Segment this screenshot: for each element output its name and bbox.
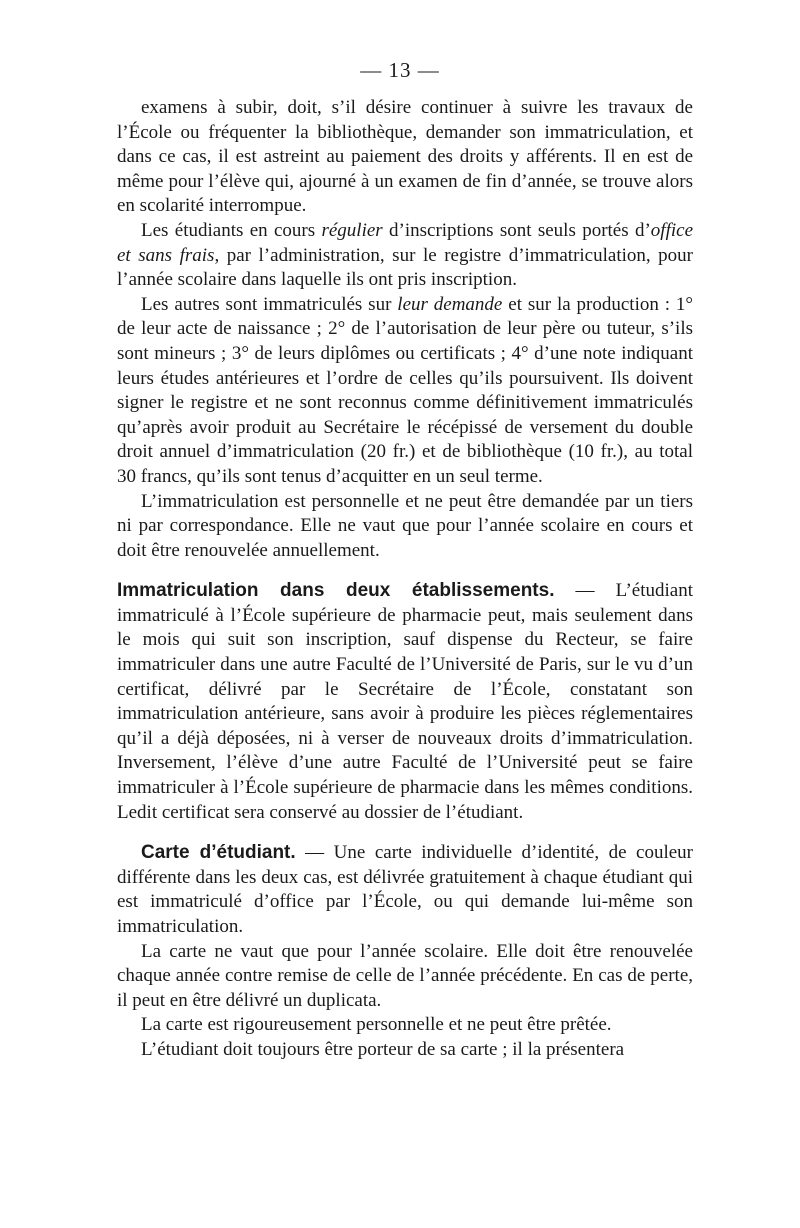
text-run: d’inscriptions sont seuls portés d’ xyxy=(382,219,651,241)
paragraph-office-registration xyxy=(117,219,693,293)
section-body: — L’étudiant immatriculé à l’École supérieure de pharmacie peut, mais seulement dans le mois qui suit son inscription, sauf dispense du Recteur, se faire immatriculer dans une autre Faculté de l’Université de Paris, sur le vu d’un certificat, délivré par le Secrétaire de l’École, constatant son immatriculation antérieure, sans avoir à produire les pièces réglementaires qu’il a déjà déposées, ni à verser de nouveaux droits d’immatriculation. Inversement, l’élève d’une autre Faculté de l’Université peut se faire immatriculer à l’École supérieure de pharmacie dans les mêmes conditions. Ledit certificat sera conservé au dossier de l’étudiant. xyxy=(117,580,693,823)
section-heading-two-establishments: Immatriculation dans deux établissements. xyxy=(117,580,555,602)
paragraph-card-personal: La carte est rigoureusement personnelle et ne peut être prêtée. xyxy=(141,1014,612,1036)
section-heading-student-card: Carte d’étudiant. xyxy=(141,842,296,864)
paragraph-card-carry: L’étudiant doit toujours être porteur de sa carte ; il la présentera xyxy=(141,1038,625,1060)
emphasis-regulier: régulier xyxy=(321,219,383,241)
emphasis-office-sans-frais: office et sans frais xyxy=(117,219,693,266)
text-run: Les étudiants en cours xyxy=(141,219,322,241)
section-student-card xyxy=(117,841,693,939)
paragraph-exam-continuation: examens à subir, doit, s’il désire continuer à suivre les travaux de l’École ou fréquenter la bibliothèque, demander son immatriculation, et dans ce cas, il est astreint au paiement des droits y afférents. Il en est de même pour l’élève qui, ajourné à un examen de fin d’année, se trouve alors en scolarité interrompue. xyxy=(117,97,693,217)
text-run: , par l’administration, sur le registre d’immatriculation, pour l’année scolaire dans laquelle ils ont pris inscription. xyxy=(117,244,693,291)
paragraph-registration-on-request xyxy=(117,293,693,490)
emphasis-leur-demande: leur demande xyxy=(397,293,503,315)
text-run: et sur la production : 1° de leur acte de naissance ; 2° de l’autorisation de leur père ou tuteur, s’ils sont mineurs ; 3° de leurs diplômes ou certificats ; 4° d’une note indiquant leurs études antérieures et l’ordre de celles qu’ils poursuivent. Ils doivent signer le registre et ne sont reconnus comme définitivement immatriculés qu’après avoir produit au Secrétaire le récépissé de versement du double droit annuel d’immatriculation (20 fr.) et de bibliothèque (10 fr.), au total 30 francs, qu’ils sont tenus d’acquitter en un seul terme. xyxy=(117,293,693,487)
section-body: — Une carte individuelle d’identité, de couleur différente dans les deux cas, est délivrée gratuitement à chaque étudiant qui est immatriculé d’office par l’École, ou qui demande lui-même son immatriculation. xyxy=(117,842,693,937)
text-run: Les autres sont immatriculés sur xyxy=(141,293,398,315)
body-text xyxy=(117,96,693,1063)
page-number: — 13 — xyxy=(360,58,440,82)
paragraph-personal-registration: L’immatriculation est personnelle et ne peut être demandée par un tiers ni par correspondance. Elle ne vaut que pour l’année scolaire en cours et doit être renouvelée annuellement. xyxy=(117,490,693,561)
section-two-establishments xyxy=(117,579,693,825)
paragraph-card-validity: La carte ne vaut que pour l’année scolaire. Elle doit être renouvelée chaque année contre remise de celle de l’année précédente. En cas de perte, il peut en être délivré un duplicata. xyxy=(117,940,693,1011)
